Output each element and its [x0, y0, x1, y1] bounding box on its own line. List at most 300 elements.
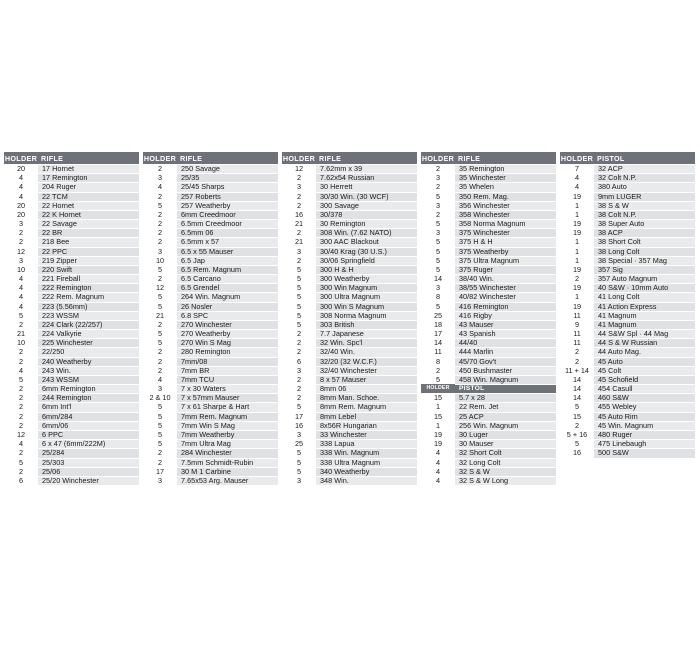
- table-row: [282, 182, 417, 191]
- cartridge-name: 41 Magnum: [594, 311, 695, 320]
- table-row: [421, 338, 556, 347]
- cartridge-name: 300 Savage: [316, 201, 417, 210]
- holder-number: 5: [157, 301, 163, 311]
- holder-number: 2: [18, 319, 24, 329]
- cartridge-name: 475 Linebaugh: [594, 439, 695, 448]
- holder-number: 19: [572, 301, 582, 311]
- table-row: [560, 237, 695, 246]
- cartridge-name: 30 Luger: [455, 430, 556, 439]
- holder-number: 5: [435, 374, 441, 384]
- holder-number: 2: [574, 420, 580, 430]
- table-row: [282, 320, 417, 329]
- table-row: [4, 467, 139, 476]
- holder-number: 4: [18, 365, 24, 375]
- table-row: [282, 430, 417, 439]
- cartridge-name: 7mm Weatherby: [177, 430, 278, 439]
- table-row: [421, 192, 556, 201]
- holder-number: 5: [296, 264, 302, 274]
- cartridge-name: 204 Ruger: [38, 182, 139, 191]
- cartridge-name: 44 S & W Russian: [594, 338, 695, 347]
- table-row: [282, 173, 417, 182]
- cartridge-name: 6.5 Jap: [177, 256, 278, 265]
- cartridge-name: 416 Remington: [455, 302, 556, 311]
- table-row: [421, 412, 556, 421]
- table-row: [282, 247, 417, 256]
- holder-number: 5: [435, 246, 441, 256]
- cartridge-name: 219 Zipper: [38, 256, 139, 265]
- cartridge-name: 6.5 Grendel: [177, 283, 278, 292]
- table-row: [421, 311, 556, 320]
- cartridge-name: 225 Winchester: [38, 338, 139, 347]
- table-row: [143, 402, 278, 411]
- table-row: [143, 302, 278, 311]
- cartridge-name: 356 Winchester: [455, 201, 556, 210]
- table-row: [4, 384, 139, 393]
- cartridge-name: 6.5mm x 57: [177, 237, 278, 246]
- holder-number: 1: [574, 209, 580, 219]
- table-row: [560, 182, 695, 191]
- holder-number: 17: [155, 466, 165, 476]
- holder-number: 19: [572, 264, 582, 274]
- holder-number: 5: [296, 448, 302, 458]
- header-holder: HOLDER: [421, 384, 455, 393]
- table-row: [143, 247, 278, 256]
- holder-number: 4: [18, 292, 24, 302]
- cartridge-name: 41 Action Express: [594, 302, 695, 311]
- holder-number: 2: [157, 457, 163, 467]
- holder-number: 19: [433, 439, 443, 449]
- holder-number: 3: [157, 246, 163, 256]
- cartridge-name: 30/378: [316, 210, 417, 219]
- holder-number: 2: [18, 411, 24, 421]
- holder-number: 2: [18, 347, 24, 357]
- table-row: [282, 357, 417, 366]
- table-row: [560, 448, 695, 457]
- cartridge-name: 30 Mauser: [455, 439, 556, 448]
- cartridge-name: 458 Win. Magnum: [455, 375, 556, 384]
- header-holder: HOLDER: [143, 153, 177, 163]
- holder-number: 2: [157, 347, 163, 357]
- table-row: [4, 265, 139, 274]
- table-row: [282, 219, 417, 228]
- cartridge-name: 308 Norma Magnum: [316, 311, 417, 320]
- cartridge-name: 45 Colt: [594, 366, 695, 375]
- holder-number: 5: [296, 457, 302, 467]
- cartridge-name: 38 Special · 357 Mag: [594, 256, 695, 265]
- holder-number: 21: [155, 310, 165, 320]
- table-row: [4, 430, 139, 439]
- column-3: [282, 152, 417, 485]
- holder-number: 4: [157, 182, 163, 192]
- table-row: [282, 274, 417, 283]
- cartridge-name: 375 Ultra Magnum: [455, 256, 556, 265]
- table-row: [143, 476, 278, 485]
- table-row: [421, 237, 556, 246]
- cartridge-name: 7mm TCU: [177, 375, 278, 384]
- holder-number: 2: [157, 365, 163, 375]
- header-type: PISTOL: [455, 384, 556, 393]
- cartridge-name: 17 Remington: [38, 173, 139, 182]
- table-row: [143, 338, 278, 347]
- cartridge-name: 300 Win S Magnum: [316, 302, 417, 311]
- cartridge-name: 340 Weatherby: [316, 467, 417, 476]
- table-row: [143, 237, 278, 246]
- cartridge-name: 257 Weatherby: [177, 201, 278, 210]
- table-row: [143, 164, 278, 173]
- table-row: [282, 458, 417, 467]
- table-row: [143, 182, 278, 191]
- holder-number: 2: [296, 374, 302, 384]
- cartridge-name: 223 WSSM: [38, 311, 139, 320]
- header-type: RIFLE: [180, 153, 203, 163]
- cartridge-name: 35 Winchester: [455, 173, 556, 182]
- table-row: [4, 219, 139, 228]
- row-list: [421, 164, 556, 485]
- holder-number: 2: [296, 393, 302, 403]
- column-2: [143, 152, 278, 485]
- table-row: [421, 366, 556, 375]
- table-row: [143, 375, 278, 384]
- holder-number: 1: [574, 255, 580, 265]
- header-type: PISTOL: [597, 153, 625, 163]
- table-row: [560, 292, 695, 301]
- table-row: [560, 274, 695, 283]
- cartridge-name: 38 Colt N.P.: [594, 210, 695, 219]
- holder-number: 10: [16, 338, 26, 348]
- holder-number: 12: [16, 429, 26, 439]
- table-row: [4, 164, 139, 173]
- table-row: [421, 201, 556, 210]
- holder-number: 3: [296, 475, 302, 485]
- table-row: [421, 467, 556, 476]
- holder-number: 2: [296, 173, 302, 183]
- cartridge-name: 25/06: [38, 467, 139, 476]
- cartridge-name: 480 Ruger: [594, 430, 695, 439]
- table-row: [143, 292, 278, 301]
- cartridge-name: 45 Win. Magnum: [594, 421, 695, 430]
- holder-number: 4: [18, 182, 24, 192]
- holder-number: 2: [157, 274, 163, 284]
- table-row: [421, 265, 556, 274]
- cartridge-name: 6mm/06: [38, 421, 139, 430]
- header-holder: HOLDER: [4, 153, 38, 163]
- table-row: [560, 311, 695, 320]
- table-row: [282, 292, 417, 301]
- holder-number: 12: [294, 164, 304, 173]
- holder-number: 2: [18, 448, 24, 458]
- table-row: [4, 402, 139, 411]
- table-row: [282, 228, 417, 237]
- cartridge-name: 45/70 Gov't: [455, 357, 556, 366]
- table-row: [282, 201, 417, 210]
- table-row: [4, 338, 139, 347]
- cartridge-name: 7.62mm x 39: [316, 164, 417, 173]
- holder-number: 2: [18, 237, 24, 247]
- holder-number: 1: [574, 292, 580, 302]
- cartridge-name: 32 S & W Long: [455, 476, 556, 485]
- cartridge-name: 6mm Remington: [38, 384, 139, 393]
- section-header: [421, 384, 556, 393]
- holder-number: 2: [296, 338, 302, 348]
- cartridge-name: 270 Weatherby: [177, 329, 278, 338]
- cartridge-name: 223 (5.56mm): [38, 302, 139, 311]
- holder-number: 20: [16, 200, 26, 210]
- cartridge-name: 32 Win. Spc'l: [316, 338, 417, 347]
- cartridge-name: 43 Spanish: [455, 329, 556, 338]
- table-row: [421, 375, 556, 384]
- cartridge-name: 500 S&W: [594, 448, 695, 457]
- cartridge-name: 22 BR: [38, 228, 139, 237]
- holder-number: 21: [294, 237, 304, 247]
- holder-number: 14: [572, 384, 582, 394]
- table-row: [4, 247, 139, 256]
- cartridge-name: 7mm Rem. Magnum: [177, 412, 278, 421]
- table-row: [560, 430, 695, 439]
- cartridge-name: 270 Winchester: [177, 320, 278, 329]
- cartridge-name: 22 Savage: [38, 219, 139, 228]
- table-row: [4, 320, 139, 329]
- table-row: [282, 393, 417, 402]
- holder-number: 19: [572, 191, 582, 201]
- table-row: [421, 219, 556, 228]
- table-row: [421, 256, 556, 265]
- table-row: [4, 458, 139, 467]
- cartridge-name: 25/20 Winchester: [38, 476, 139, 485]
- table-row: [143, 347, 278, 356]
- header-type: RIFLE: [319, 153, 342, 163]
- cartridge-name: 6 x 47 (6mm/222M): [38, 439, 139, 448]
- cartridge-name: 280 Remington: [177, 347, 278, 356]
- column-header: [143, 152, 278, 164]
- column-1: [4, 152, 139, 485]
- cartridge-name: 243 WSSM: [38, 375, 139, 384]
- holder-number: 15: [433, 393, 443, 403]
- cartridge-name: 8mm Man. Schoe.: [316, 393, 417, 402]
- holder-number: 18: [433, 319, 443, 329]
- cartridge-name: 32 Long Colt: [455, 458, 556, 467]
- cartridge-name: 26 Nosler: [177, 302, 278, 311]
- table-row: [143, 357, 278, 366]
- holder-number: 3: [435, 173, 441, 183]
- cartridge-name: 7mm Ultra Mag: [177, 439, 278, 448]
- cartridge-name: 380 Auto: [594, 182, 695, 191]
- column-4: [421, 152, 556, 485]
- holder-number: 2: [296, 384, 302, 394]
- cartridge-name: 22 Hornet: [38, 201, 139, 210]
- holder-number: 5: [435, 237, 441, 247]
- holder-number: 4: [18, 173, 24, 183]
- cartridge-name: 6.5mm 06: [177, 228, 278, 237]
- cartridge-name: 358 Winchester: [455, 210, 556, 219]
- table-row: [143, 228, 278, 237]
- table-row: [421, 448, 556, 457]
- table-row: [421, 320, 556, 329]
- column-header: [421, 152, 556, 164]
- table-row: [143, 393, 278, 402]
- cartridge-name: 303 British: [316, 320, 417, 329]
- holder-number: 5: [435, 301, 441, 311]
- cartridge-name: 38 Short Colt: [594, 237, 695, 246]
- holder-number: 3: [157, 173, 163, 183]
- holder-number: 4: [435, 475, 441, 485]
- cartridge-name: 44 S&W Spl · 44 Mag: [594, 329, 695, 338]
- holder-number: 2: [296, 191, 302, 201]
- cartridge-name: 222 Remington: [38, 283, 139, 292]
- holder-number: 17: [433, 329, 443, 339]
- holder-number: 3: [296, 182, 302, 192]
- table-row: [143, 412, 278, 421]
- table-row: [4, 329, 139, 338]
- table-row: [421, 210, 556, 219]
- cartridge-name: 222 Rem. Magnum: [38, 292, 139, 301]
- holder-number: 1: [435, 402, 441, 412]
- table-row: [4, 210, 139, 219]
- holder-number: 14: [572, 374, 582, 384]
- cartridge-name: 6.8 SPC: [177, 311, 278, 320]
- holder-number: 4: [435, 457, 441, 467]
- table-row: [421, 421, 556, 430]
- cartridge-name: 6.5 Carcano: [177, 274, 278, 283]
- table-row: [4, 182, 139, 191]
- cartridge-name: 8mm Rem. Magnum: [316, 402, 417, 411]
- column-header: [4, 152, 139, 164]
- table-row: [560, 320, 695, 329]
- cartridge-name: 224 Clark (22/257): [38, 320, 139, 329]
- table-row: [143, 274, 278, 283]
- cartridge-name: 32/40 Win.: [316, 347, 417, 356]
- cartridge-name: 30 M 1 Carbine: [177, 467, 278, 476]
- cartridge-name: 30 Remington: [316, 219, 417, 228]
- holder-number: 5: [157, 420, 163, 430]
- holder-number: 10: [155, 255, 165, 265]
- holder-number: 8: [435, 292, 441, 302]
- cartridge-name: 6.5 x 55 Mauser: [177, 247, 278, 256]
- holder-number: 4: [18, 439, 24, 449]
- cartridge-name: 256 Win. Magnum: [455, 421, 556, 430]
- cartridge-name: 30 Herrett: [316, 182, 417, 191]
- cartridge-name: 6mm Int'l: [38, 402, 139, 411]
- cartridge-name: 25/284: [38, 448, 139, 457]
- table-row: [4, 421, 139, 430]
- table-row: [421, 247, 556, 256]
- cartridge-name: 300 Ultra Magnum: [316, 292, 417, 301]
- holder-number: 2: [296, 255, 302, 265]
- holder-number: 5: [157, 439, 163, 449]
- holder-number: 1: [574, 237, 580, 247]
- cartridge-name: 348 Win.: [316, 476, 417, 485]
- table-row: [421, 164, 556, 173]
- holder-number: 2: [157, 228, 163, 238]
- cartridge-name: 416 Rigby: [455, 311, 556, 320]
- table-row: [560, 265, 695, 274]
- cartridge-name: 7.7 Japanese: [316, 329, 417, 338]
- holder-number: 5: [157, 329, 163, 339]
- cartridge-name: 43 Mauser: [455, 320, 556, 329]
- table-row: [143, 448, 278, 457]
- holder-number: 16: [572, 448, 582, 458]
- cartridge-name: 32/20 (32 W.C.F.): [316, 357, 417, 366]
- table-row: [143, 283, 278, 292]
- cartridge-name: 25/303: [38, 458, 139, 467]
- holder-number: 2: [574, 274, 580, 284]
- holder-number: 2: [18, 228, 24, 238]
- cartridge-name: 40 S&W · 10mm Auto: [594, 283, 695, 292]
- cartridge-name: 38 Super Auto: [594, 219, 695, 228]
- cartridge-name: 300 AAC Blackout: [316, 237, 417, 246]
- table-row: [4, 375, 139, 384]
- table-row: [560, 357, 695, 366]
- cartridge-name: 35 Whelen: [455, 182, 556, 191]
- cartridge-name: 25/35: [177, 173, 278, 182]
- table-row: [282, 210, 417, 219]
- cartridge-name: 300 H & H: [316, 265, 417, 274]
- holder-number: 4: [574, 173, 580, 183]
- table-row: [143, 458, 278, 467]
- holder-number: 8: [435, 356, 441, 366]
- table-row: [4, 274, 139, 283]
- table-row: [560, 256, 695, 265]
- table-row: [4, 412, 139, 421]
- holder-number: 14: [572, 393, 582, 403]
- holder-number: 5: [157, 264, 163, 274]
- holder-number: 2: [574, 356, 580, 366]
- table-row: [421, 402, 556, 411]
- table-row: [560, 366, 695, 375]
- table-row: [421, 173, 556, 182]
- holder-number: 4: [574, 182, 580, 192]
- cartridge-name: 308 Win. (7.62 NATO): [316, 228, 417, 237]
- cartridge-name: 7.5mm Schmidt-Rubin: [177, 458, 278, 467]
- cartridge-name: 41 Magnum: [594, 320, 695, 329]
- cartridge-name: 338 Lapua: [316, 439, 417, 448]
- holder-number: 19: [572, 283, 582, 293]
- cartridge-name: 244 Remington: [38, 393, 139, 402]
- holder-number: 12: [16, 246, 26, 256]
- holder-number: 5: [296, 466, 302, 476]
- table-row: [282, 366, 417, 375]
- holder-number: 21: [16, 329, 26, 339]
- table-row: [4, 192, 139, 201]
- table-row: [143, 430, 278, 439]
- table-row: [560, 164, 695, 173]
- holder-number: 5: [18, 374, 24, 384]
- table-row: [143, 219, 278, 228]
- holder-number: 5: [296, 402, 302, 412]
- holder-number: 2: [157, 219, 163, 229]
- cartridge-name: 240 Weatherby: [38, 357, 139, 366]
- table-row: [143, 320, 278, 329]
- holder-number: 19: [572, 219, 582, 229]
- cartridge-name: 22 PPC: [38, 247, 139, 256]
- holder-number: 2: [18, 393, 24, 403]
- header-type: RIFLE: [458, 153, 481, 163]
- table-row: [421, 357, 556, 366]
- table-row: [560, 329, 695, 338]
- table-row: [4, 302, 139, 311]
- cartridge-name: 7mm/08: [177, 357, 278, 366]
- table-row: [143, 329, 278, 338]
- cartridge-name: 25 ACP: [455, 412, 556, 421]
- holder-number: 5: [157, 292, 163, 302]
- cartridge-name: 30/06 Springfield: [316, 256, 417, 265]
- holder-number: 4: [18, 283, 24, 293]
- holder-number: 5: [296, 301, 302, 311]
- cartridge-name: 224 Valkyrie: [38, 329, 139, 338]
- table-row: [282, 448, 417, 457]
- table-row: [4, 439, 139, 448]
- table-row: [282, 283, 417, 292]
- cartridge-name: 7 x 57mm Mauser: [177, 393, 278, 402]
